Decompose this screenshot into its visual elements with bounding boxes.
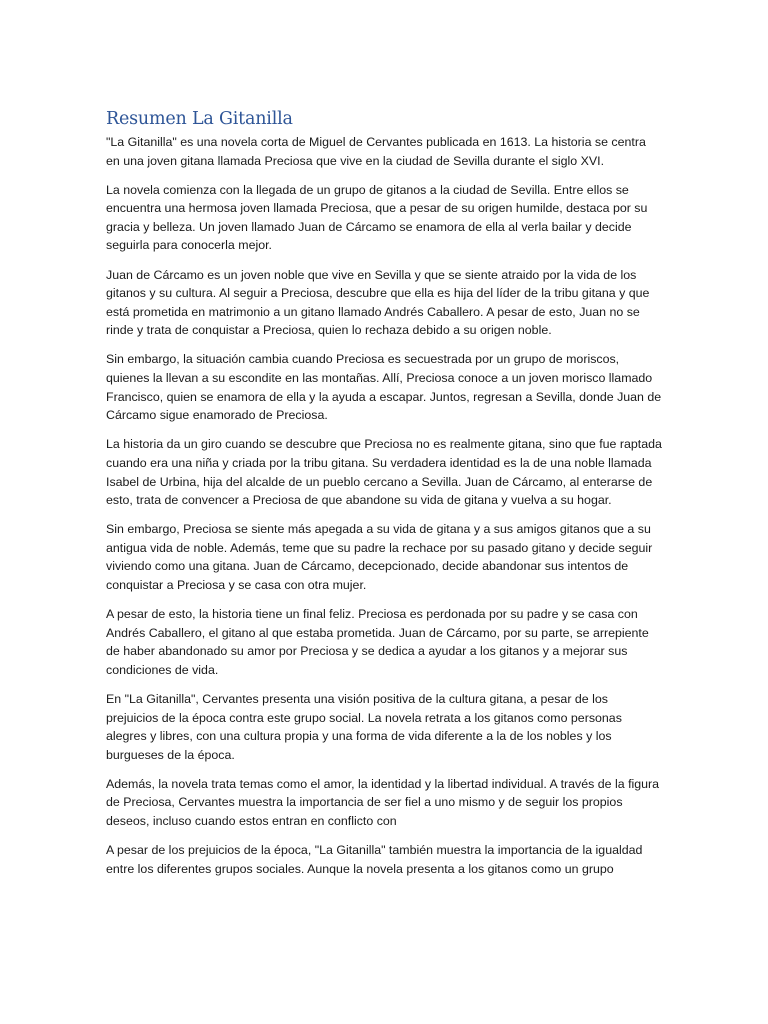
paragraph-5: La historia da un giro cuando se descubre que Preciosa no es realmente gitana, sino que fue raptada cuando era una niña y criada por la tribu gitana. Su verdadera identidad es la de una noble llamada Isabel de Urbina, hija del alcalde de un pueblo cercano a Sevilla. Juan de Cárcamo, al enterarse de esto, trata de convencer a Preciosa de que abandone su vida de gitana y vuelva a su hogar. [106, 437, 662, 508]
document-title: Resumen La Gitanilla [106, 109, 293, 129]
paragraph-1: "La Gitanilla" es una novela corta de Miguel de Cervantes publicada en 1613. La historia se centra en una joven gitana llamada Preciosa que vive en la ciudad de Sevilla durante el siglo XVI. [106, 135, 646, 168]
paragraph-6: Sin embargo, Preciosa se siente más apegada a su vida de gitana y a sus amigos gitanos que a su antigua vida de noble. Además, teme que su padre la rechace por su pasado gitano y decide seguir viviendo como una gitana. Juan de Cárcamo, decepcionado, decide abandonar sus intentos de conquistar a Preciosa y se casa con otra mujer. [106, 522, 653, 592]
paragraph-9: Además, la novela trata temas como el amor, la identidad y la libertad individual. A través de la figura de Preciosa, Cervantes muestra la importancia de ser fiel a uno mismo y de seguir los propios deseos, incluso cuando estos entran en conflicto con [106, 776, 660, 828]
paragraph-8: En "La Gitanilla", Cervantes presenta una visión positiva de la cultura gitana, a pesar de los prejuicios de la época contra este grupo social. La novela retrata a los gitanos como personas alegres y libres, con una cultura propia y una forma de vida diferente a la de los nobles y los burgueses de la época. [106, 691, 622, 762]
paragraph-10: A pesar de los prejuicios de la época, "La Gitanilla" también muestra la importancia de la igualdad entre los diferentes grupos sociales. Aunque la novela presenta a los gitanos como un grupo [106, 843, 643, 876]
paragraph-4: Sin embargo, la situación cambia cuando Preciosa es secuestrada por un grupo de moriscos, quienes la llevan a su escondite en las montañas. Allí, Preciosa conoce a un joven morisco llamado Francisco, quien se enamora de ella y la ayuda a escapar. Juntos, regresan a Sevilla, donde Juan de Cárcamo sigue enamorado de Preciosa. [106, 352, 662, 423]
paragraph-7: A pesar de esto, la historia tiene un final feliz. Preciosa es perdonada por su padre y se casa con Andrés Caballero, el gitano al que estaba prometida. Juan de Cárcamo, por su parte, se arrepiente de haber abandonado su amor por Preciosa y se dedica a ayudar a los gitanos y a mejorar sus condiciones de vida. [106, 607, 649, 677]
document-page [106, 108, 662, 889]
paragraph-3: Juan de Cárcamo es un joven noble que vive en Sevilla y que se siente atraido por la vida de los gitanos y su cultura. Al seguir a Preciosa, descubre que ella es hija del líder de la tribu gitana y que está prometida en matrimonio a un gitano llamado Andrés Caballero. A pesar de esto, Juan no se rinde y trata de conquistar a Preciosa, quien lo rechaza debido a su origen noble. [106, 267, 650, 338]
paragraph-2: La novela comienza con la llegada de un grupo de gitanos a la ciudad de Sevilla. Entre ellos se encuentra una hermosa joven llamada Preciosa, que a pesar de su origen humilde, destaca por su gracia y belleza. Un joven llamado Juan de Cárcamo se enamora de ella al verla bailar y decide seguirla para conocerla mejor. [106, 182, 648, 253]
